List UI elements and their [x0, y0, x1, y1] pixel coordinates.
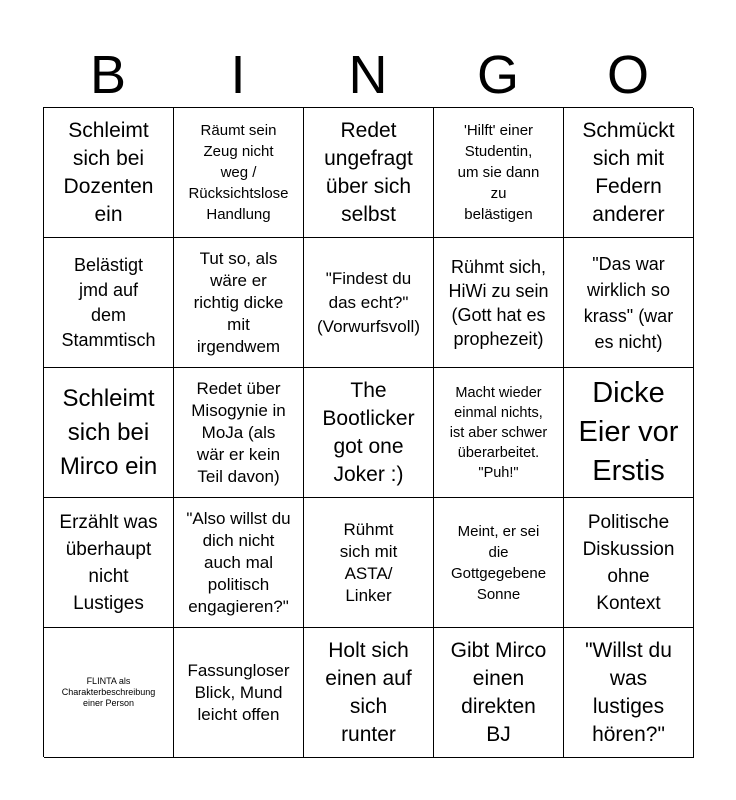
cell-text: Rühmt sich, HiWi zu sein (Gott hat es prophezeit): [448, 256, 549, 349]
bingo-cell-r4c1[interactable]: [44, 498, 174, 628]
cell-text: Redet ungefragt über sich selbst: [324, 118, 413, 226]
bingo-cell-r5c4[interactable]: [434, 628, 564, 758]
bingo-cell-r3c4[interactable]: [434, 368, 564, 498]
header-letter-g: G: [476, 45, 519, 105]
bingo-cell-r2c2[interactable]: [174, 238, 304, 368]
header-letter-n: N: [348, 45, 388, 105]
bingo-cell-r5c2[interactable]: [174, 628, 304, 758]
bingo-cell-r4c5[interactable]: [564, 498, 694, 628]
cell-text: Gibt Mirco einen direkten BJ: [450, 638, 547, 746]
cell-text: Belästigt jmd auf dem Stammtisch: [61, 254, 156, 350]
bingo-cell-r5c5[interactable]: [564, 628, 694, 758]
bingo-cell-r4c4[interactable]: [434, 498, 564, 628]
bingo-cell-r3c3[interactable]: [304, 368, 434, 498]
cell-text: Macht wieder einmal nichts, ist aber schwer überarbeitet. "Puh!": [449, 384, 548, 481]
cell-text: "Das war wirklich so krass" (war es nicht): [583, 253, 674, 352]
bingo-cell-r1c4[interactable]: [434, 108, 564, 238]
cell-text: Holt sich einen auf sich runter: [325, 638, 412, 746]
cell-text: Dicke Eier vor Erstis: [578, 377, 679, 487]
cell-text: 'Hilft' einer Studentin, um sie dann zu belästigen: [457, 122, 540, 223]
cell-text: Räumt sein Zeug nicht weg / Rücksichtslose Handlung: [188, 122, 289, 223]
cell-text: Tut so, als wäre er richtig dicke mit irgendwem: [193, 248, 284, 356]
bingo-cell-r2c1[interactable]: [44, 238, 174, 368]
cell-text: Fassungloser Blick, Mund leicht offen: [187, 660, 290, 724]
header-letter-o: O: [606, 45, 649, 105]
cell-text: Schleimt sich bei Mirco ein: [59, 384, 158, 480]
bingo-cell-r5c1[interactable]: [44, 628, 174, 758]
bingo-cell-r2c5[interactable]: [564, 238, 694, 368]
cell-text: Schleimt sich bei Dozenten ein: [63, 118, 154, 226]
cell-text: "Findest du das echt?" (Vorwurfsvoll): [317, 268, 420, 336]
cell-text: Redet über Misogynie in MoJa (als wär er kein Teil davon): [191, 378, 286, 486]
cell-text: FLINTA als Charakterbeschreibung einer Person: [61, 676, 156, 708]
bingo-cell-r2c3[interactable]: [304, 238, 434, 368]
cell-text: Rühmt sich mit ASTA/ Linker: [339, 519, 398, 605]
cell-text: Schmückt sich mit Federn anderer: [582, 118, 675, 226]
cell-text: Erzählt was überhaupt nicht Lustiges: [59, 511, 158, 614]
header-letter-i: I: [230, 45, 246, 105]
bingo-cell-r4c3[interactable]: [304, 498, 434, 628]
bingo-cell-r1c2[interactable]: [174, 108, 304, 238]
bingo-cell-r1c5[interactable]: [564, 108, 694, 238]
cell-text: The Bootlicker got one Joker :): [322, 378, 415, 486]
bingo-cell-r5c3[interactable]: [304, 628, 434, 758]
cell-text: Politische Diskussion ohne Kontext: [582, 511, 675, 614]
bingo-cell-r1c1[interactable]: [44, 108, 174, 238]
bingo-cell-r3c1[interactable]: [44, 368, 174, 498]
bingo-cell-r4c2[interactable]: [174, 498, 304, 628]
bingo-cell-r2c4[interactable]: [434, 238, 564, 368]
bingo-grid: [43, 107, 693, 757]
cell-text: Meint, er sei die Gottgegebene Sonne: [450, 522, 547, 603]
bingo-cell-r3c2[interactable]: [174, 368, 304, 498]
cell-text: "Also willst du dich nicht auch mal politisch engagieren?": [186, 508, 291, 616]
bingo-header: [43, 44, 693, 106]
bingo-cell-r3c5[interactable]: [564, 368, 694, 498]
header-letter-b: B: [89, 45, 127, 105]
bingo-cell-r1c3[interactable]: [304, 108, 434, 238]
cell-text: "Willst du was lustiges hören?": [585, 638, 672, 746]
